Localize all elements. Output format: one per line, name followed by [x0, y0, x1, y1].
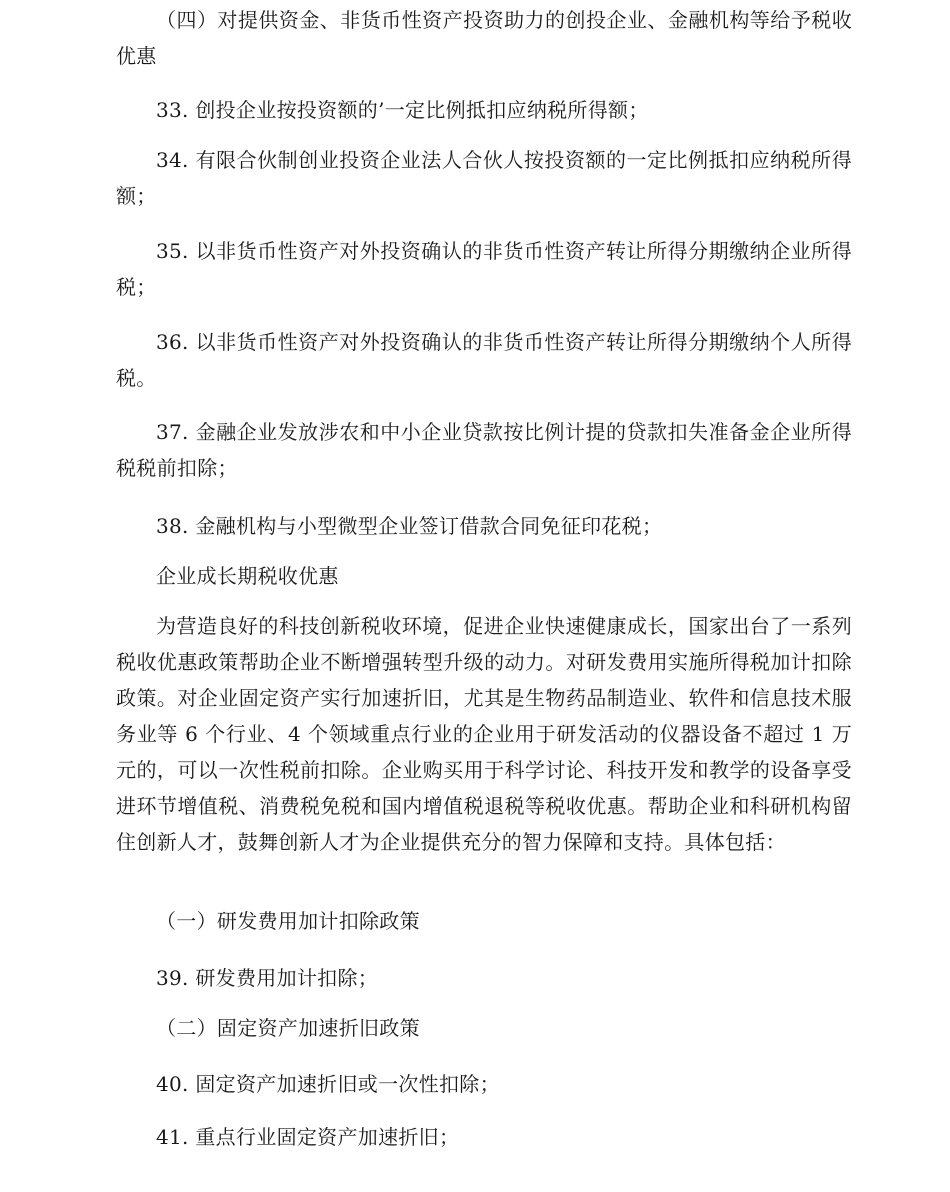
list-item-40: 40. 固定资产加速折旧或一次性扣除；: [156, 1072, 500, 1096]
list-item-35: 35. 以非货币性资产对外投资确认的非货币性资产转让所得分期缴纳企业所得税；: [116, 239, 852, 299]
growth-stage-intro-paragraph: 为营造良好的科技创新税收环境，促进企业快速健康成长，国家出台了一系列税收优惠政策帮助企业不断增强转型升级的动力。对研发费用实施所得税加计扣除政策。对企业固定资产实行加速折旧，尤其是生物药品制造业、软件和信息技术服务业等 6 个行业、4 个领域重点行业的企业用于研发活动的仪器设备不超过 1 万元的，可以一次性税前扣除。企业购买用于科学讨论、科技开发和教学的设备享受进环节增值税、消费税免税和国内增值税退税等税收优惠。帮助企业和科研机构留住创新人才，鼓舞创新人才为企业提供充分的智力保障和支持。具体包括：: [116, 614, 852, 854]
list-item-41: 41. 重点行业固定资产加速折旧；: [156, 1125, 460, 1149]
list-item-37: 37. 金融企业发放涉农和中小企业贷款按比例计提的贷款扣失准备金企业所得税税前扣除；: [116, 420, 852, 480]
section-1-heading: （一）研发费用加计扣除政策: [156, 909, 420, 933]
list-item-34: 34. 有限合伙制创业投资企业法人合伙人按投资额的一定比例抵扣应纳税所得额；: [116, 148, 852, 208]
section-4-heading: （四）对提供资金、非货币性资产投资助力的创投企业、金融机构等给予税收优惠: [116, 8, 852, 68]
growth-stage-heading: 企业成长期税收优惠: [156, 564, 339, 588]
list-item-36: 36. 以非货币性资产对外投资确认的非货币性资产转让所得分期缴纳个人所得税。: [116, 330, 852, 390]
list-item-39: 39. 研发费用加计扣除；: [156, 966, 379, 990]
list-item-33: 33. 创投企业按投资额的’一定比例抵扣应纳税所得额；: [156, 98, 649, 122]
section-2-heading: （二）固定资产加速折旧政策: [156, 1016, 420, 1040]
list-item-38: 38. 金融机构与小型微型企业签订借款合同免征印花税；: [156, 514, 663, 538]
